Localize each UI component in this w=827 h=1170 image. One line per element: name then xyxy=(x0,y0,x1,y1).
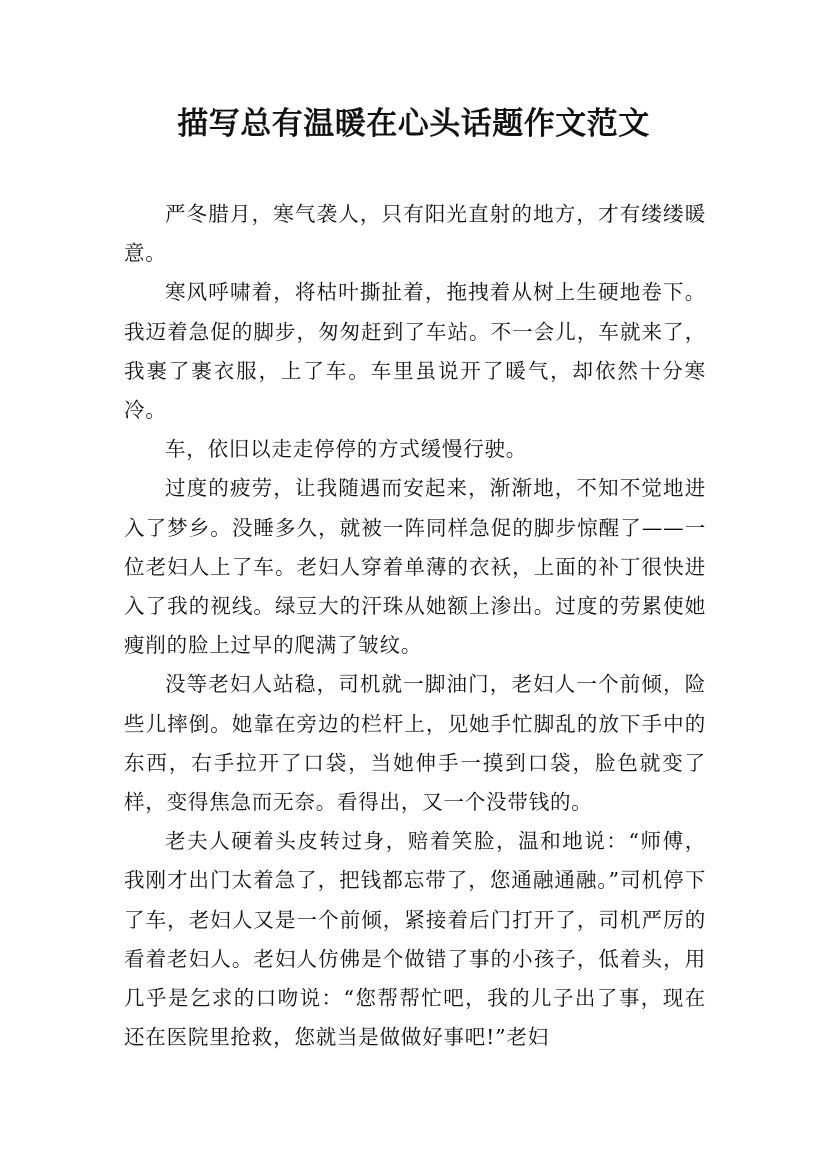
paragraph-5: 没等老妇人站稳，司机就一脚油门，老妇人一个前倾，险些儿摔倒。她靠在旁边的栏杆上，见她手忙脚乱的放下手中的东西，右手拉开了口袋，当她伸手一摸到口袋，脸色就变了样，变得焦急而无奈。看得出，又一个没带钱的。 xyxy=(124,672,706,815)
paragraph-2: 寒风呼啸着，将枯叶撕扯着，拖拽着从树上生硬地卷下。我迈着急促的脚步，匆匆赶到了车站。不一会儿，车就来了，我裹了裹衣服，上了车。车里虽说开了暖气，却依然十分寒冷。 xyxy=(124,280,706,423)
document-body xyxy=(124,195,706,1057)
document-title: 描写总有温暖在心头话题作文范文 xyxy=(177,106,650,142)
paragraph-1: 严冬腊月，寒气袭人，只有阳光直射的地方，才有缕缕暖意。 xyxy=(124,202,706,266)
paragraph-6: 老夫人硬着头皮转过身，赔着笑脸，温和地说：“师傅，我刚才出门太着急了，把钱都忘带了，您通融通融。”司机停下了车，老妇人又是一个前倾，紧接着后门打开了，司机严厉的看着老妇人。老妇人仿佛是个做错了事的小孩子，低着头，用几乎是乞求的口吻说：“您帮帮忙吧，我的儿子出了事，现在还在医院里抢救，您就当是做做好事吧!”老妇 xyxy=(124,829,706,1050)
paragraph-4: 过度的疲劳，让我随遇而安起来，渐渐地，不知不觉地进入了梦乡。没睡多久，就被一阵同样急促的脚步惊醒了——一位老妇人上了车。老妇人穿着单薄的衣袄，上面的补丁很快进入了我的视线。绿豆大的汗珠从她额上渗出。过度的劳累使她瘦削的脸上过早的爬满了皱纹。 xyxy=(124,476,706,658)
paragraph-3: 车，依旧以走走停停的方式缓慢行驶。 xyxy=(165,437,528,462)
